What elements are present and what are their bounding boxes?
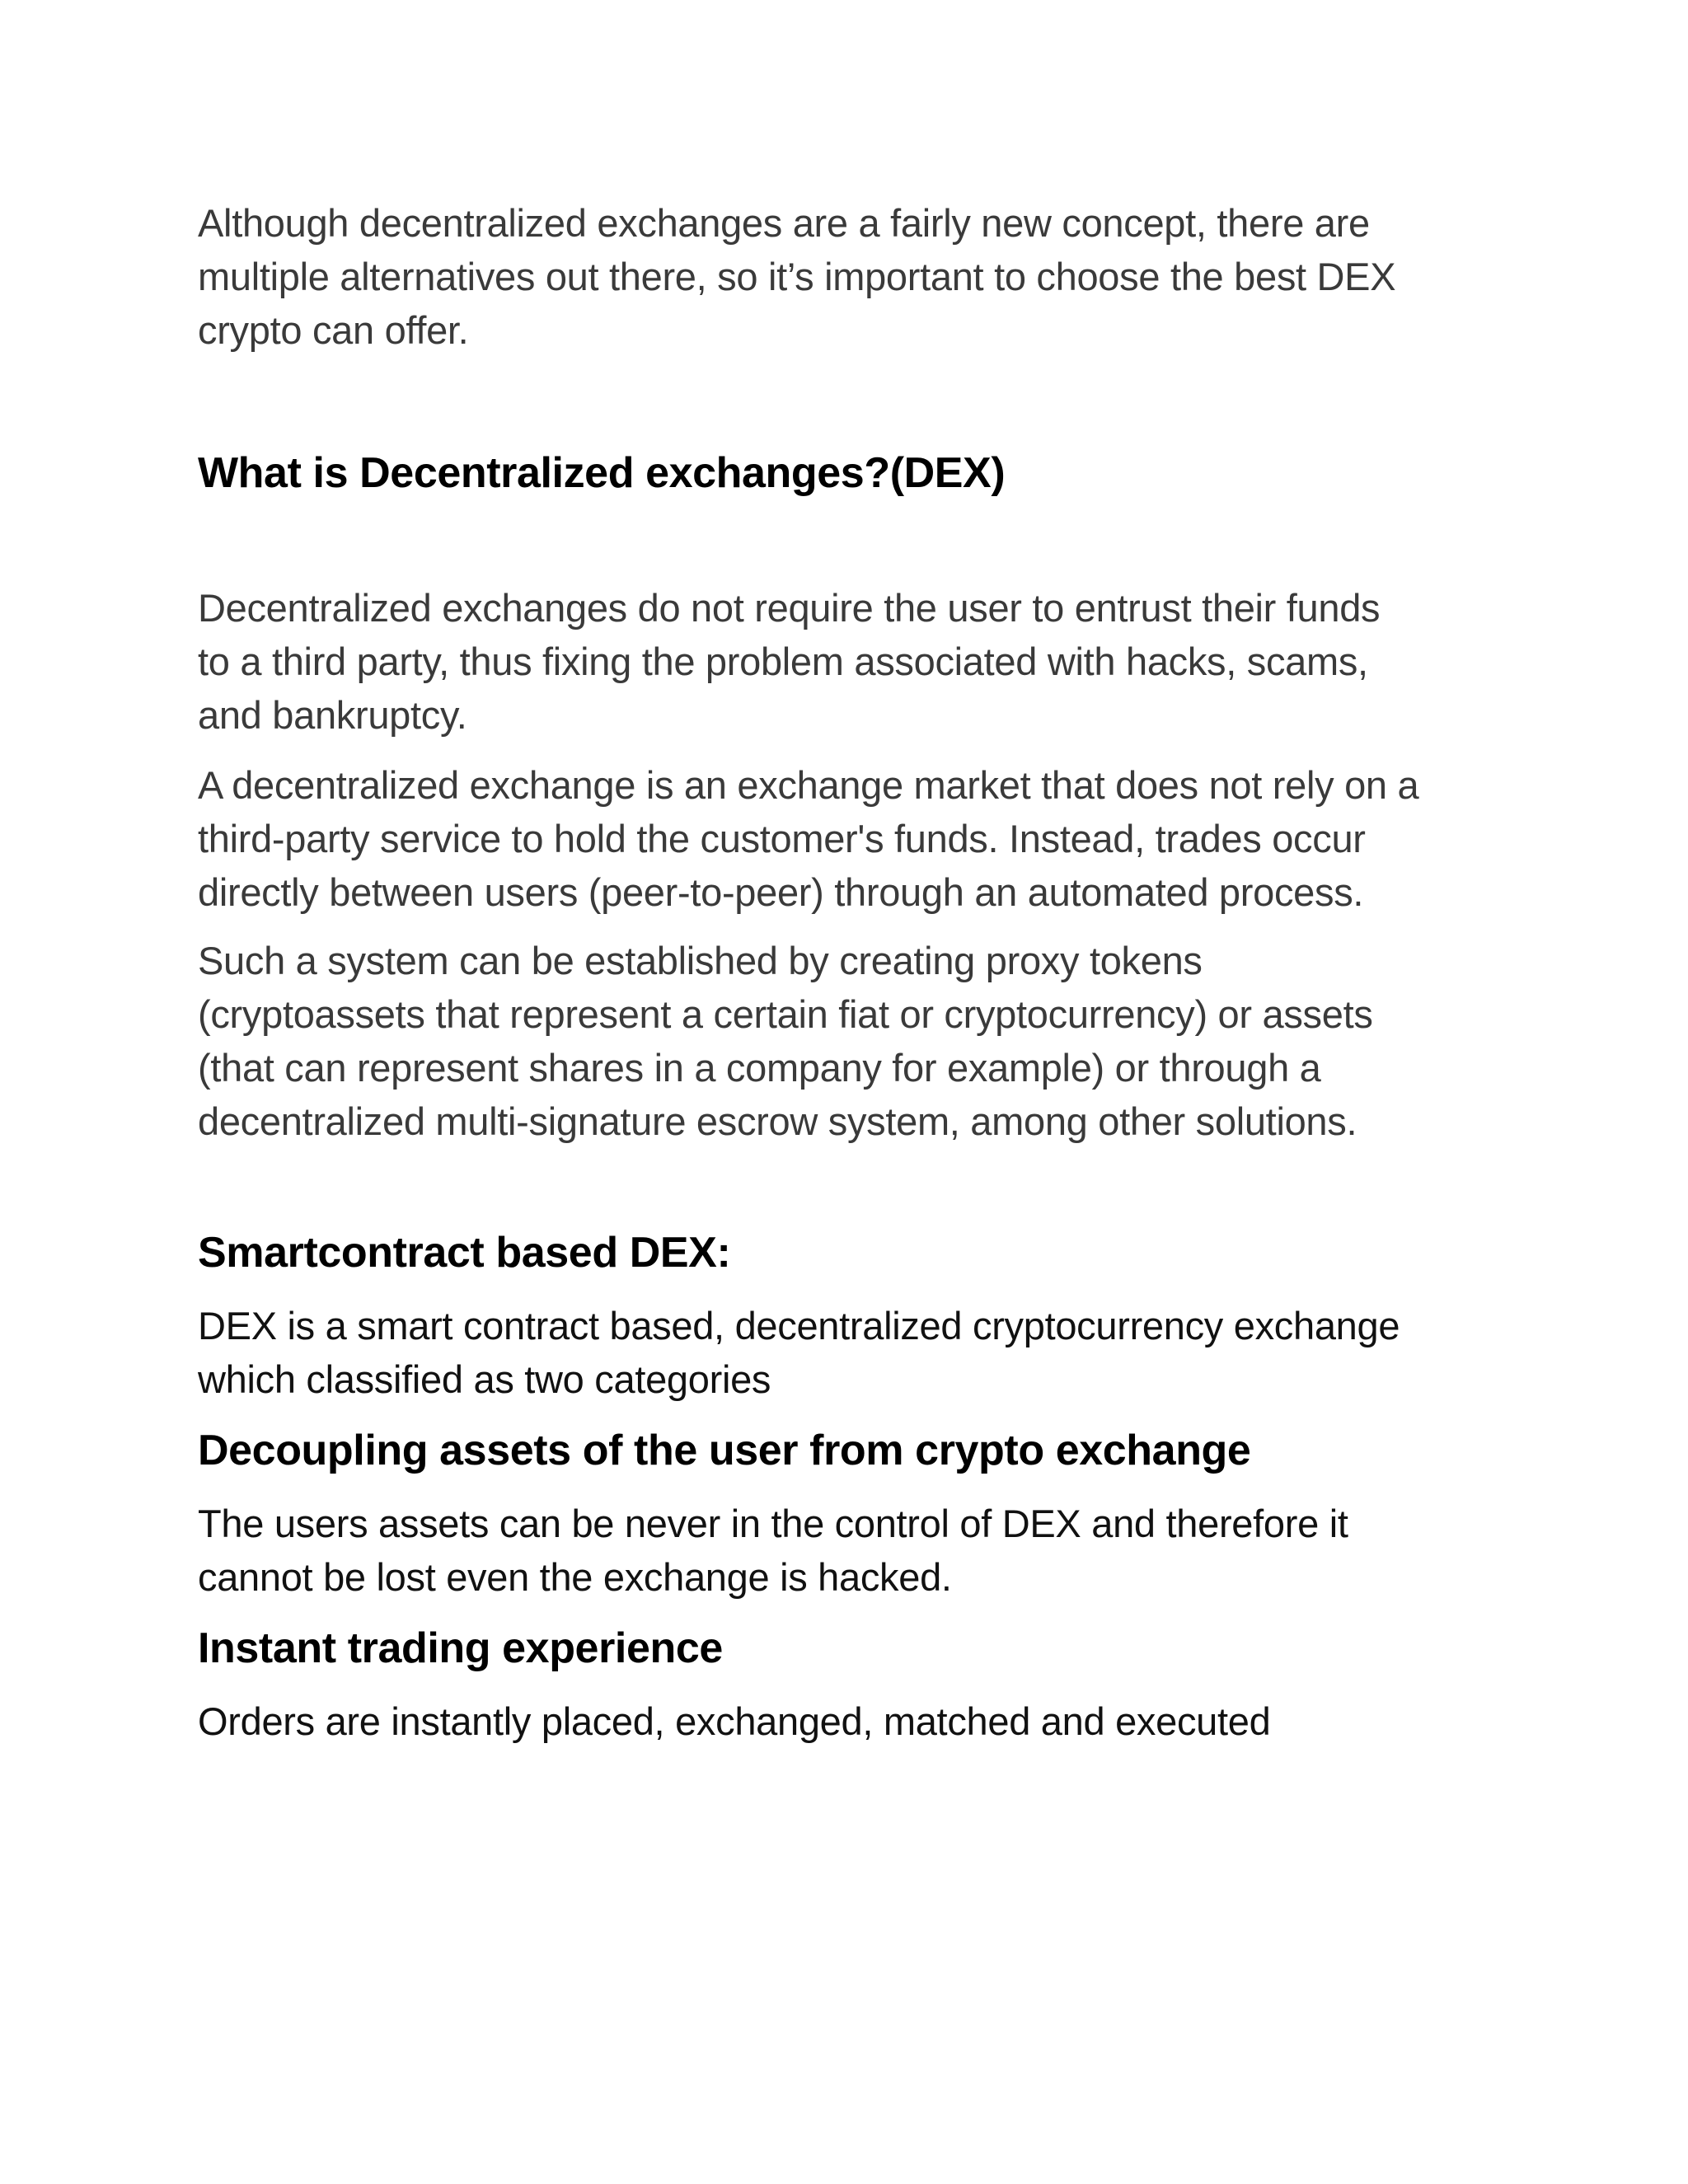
- paragraph-no-trust: [198, 581, 1500, 742]
- heading-what-is-dex: What is Decentralized exchanges?(DEX): [198, 449, 1006, 497]
- text-line: A decentralized exchange is an exchange market that does not rely on a: [198, 763, 1419, 807]
- text-line: which classified as two categories: [198, 1357, 771, 1401]
- text-line: third-party service to hold the customer's funds. Instead, trades occur: [198, 817, 1366, 860]
- text-line: multiple alternatives out there, so it’s important to choose the best DEX: [198, 255, 1396, 298]
- text-line: Decentralized exchanges do not require the user to entrust their funds: [198, 586, 1381, 630]
- text-line: (that can represent shares in a company for example) or through a: [198, 1046, 1321, 1090]
- paragraph-instant-trading: [198, 1694, 1500, 1748]
- text-line: directly between users (peer-to-peer) through an automated process.: [198, 870, 1364, 914]
- text-line: The users assets can be never in the control of DEX and therefore it: [198, 1502, 1348, 1545]
- heading-instant-trading: Instant trading experience: [198, 1624, 723, 1672]
- paragraph-decoupling: [198, 1497, 1500, 1604]
- text-line: and bankruptcy.: [198, 693, 467, 737]
- text-line: (cryptoassets that represent a certain fiat or cryptocurrency) or assets: [198, 992, 1373, 1036]
- text-line: decentralized multi-signature escrow system, among other solutions.: [198, 1099, 1357, 1143]
- heading-decoupling-assets: Decoupling assets of the user from crypto exchange: [198, 1427, 1251, 1474]
- text-line: Orders are instantly placed, exchanged, matched and executed: [198, 1699, 1271, 1743]
- paragraph-definition: [198, 758, 1500, 919]
- paragraph-system: [198, 934, 1500, 1148]
- text-line: crypto can offer.: [198, 308, 469, 352]
- text-line: cannot be lost even the exchange is hacked.: [198, 1555, 952, 1599]
- intro-paragraph: [198, 196, 1500, 357]
- paragraph-smartcontract: [198, 1299, 1500, 1406]
- text-line: DEX is a smart contract based, decentralized cryptocurrency exchange: [198, 1304, 1400, 1347]
- text-line: Such a system can be established by creating proxy tokens: [198, 939, 1203, 982]
- heading-smartcontract-dex: Smartcontract based DEX:: [198, 1229, 731, 1277]
- text-line: Although decentralized exchanges are a fairly new concept, there are: [198, 201, 1370, 245]
- text-line: to a third party, thus fixing the problem associated with hacks, scams,: [198, 640, 1368, 683]
